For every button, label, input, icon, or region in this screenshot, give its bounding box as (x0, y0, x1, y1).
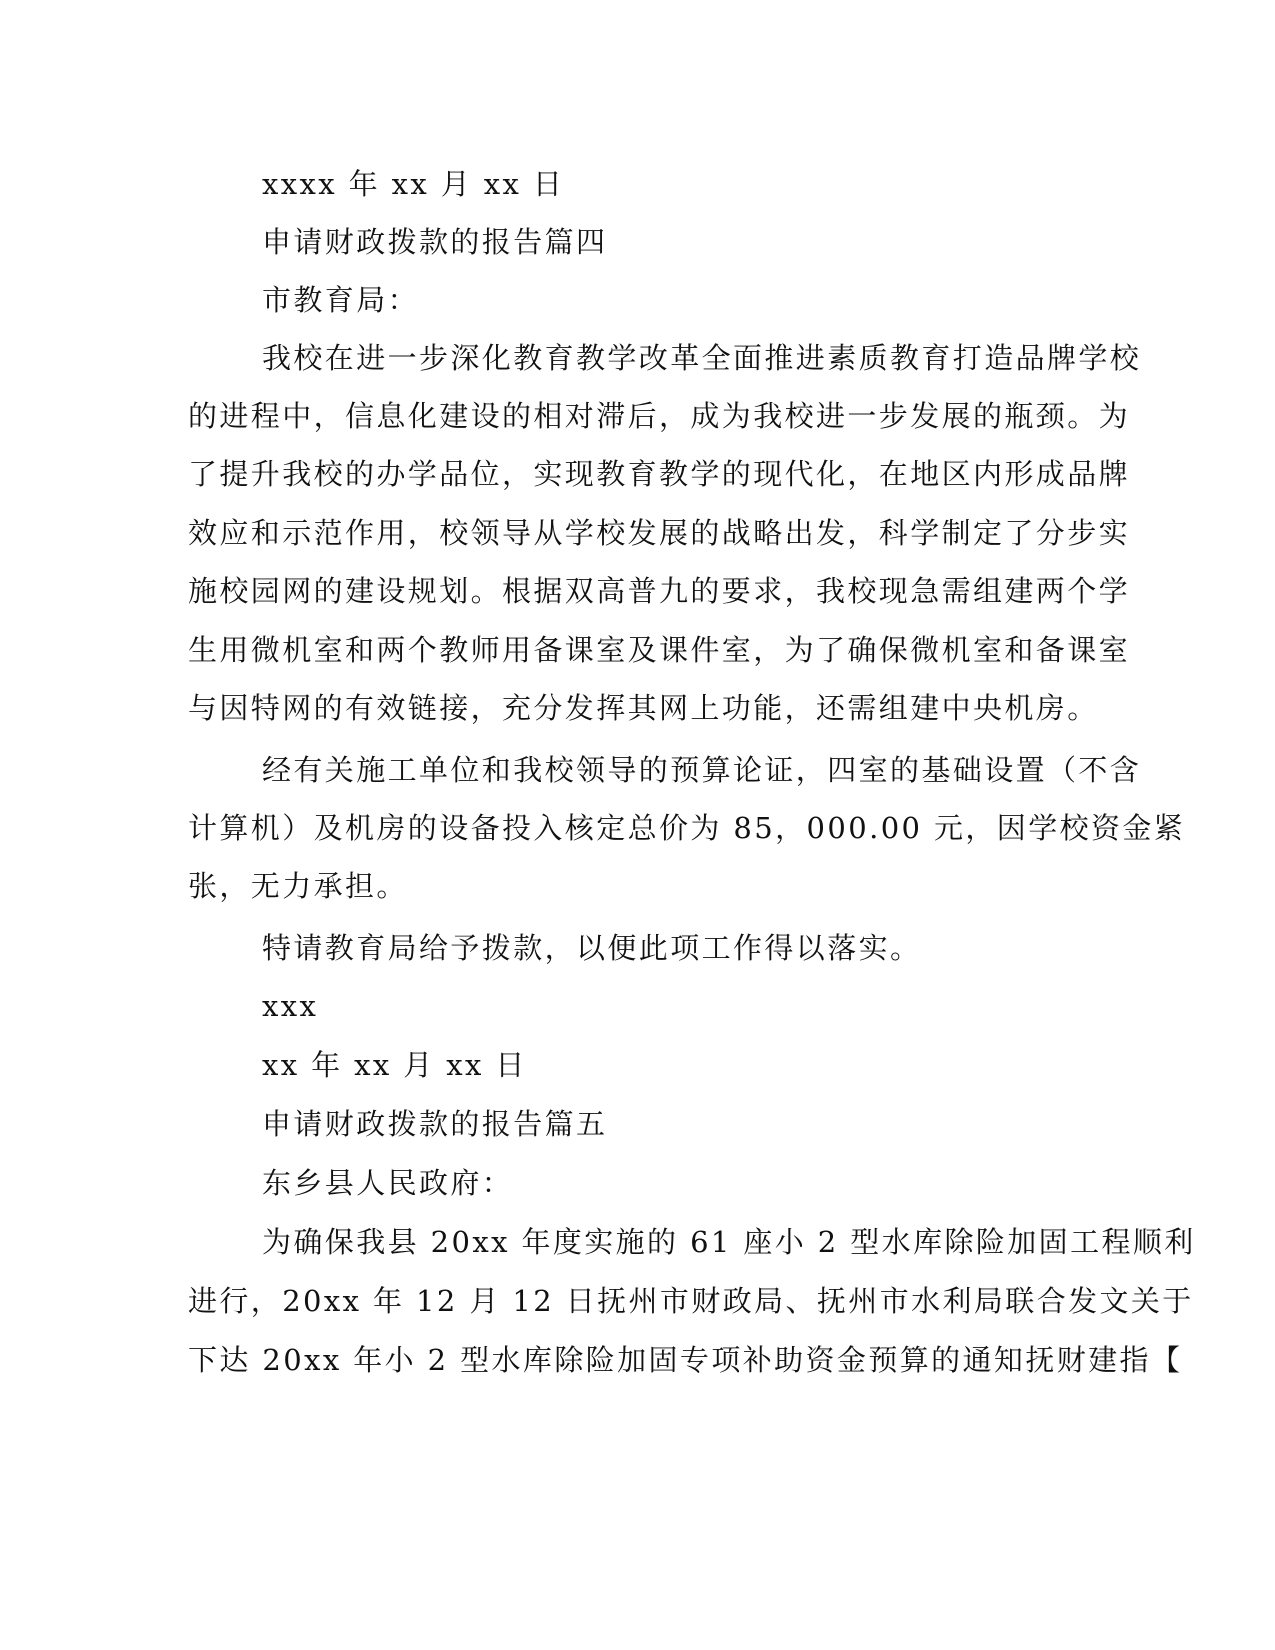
paragraph-line: 施校园网的建设规划。根据双高普九的要求，我校现急需组建两个学 (188, 574, 1131, 608)
paragraph-line: 了提升我校的办学品位，实现教育教学的现代化，在地区内形成品牌 (188, 457, 1131, 491)
paragraph-line: 计算机）及机房的设备投入核定总价为 85，000.00 元，因学校资金紧 (188, 811, 1186, 845)
date-line: xx 年 xx 月 xx 日 (262, 1048, 527, 1082)
section-title-four: 申请财政拨款的报告篇四 (262, 225, 608, 259)
paragraph-line: 生用微机室和两个教师用备课室及课件室，为了确保微机室和备课室 (188, 633, 1131, 667)
paragraph-line: 经有关施工单位和我校领导的预算论证，四室的基础设置（不含 (262, 753, 1142, 787)
paragraph-line: 特请教育局给予拨款，以便此项工作得以落实。 (262, 931, 922, 965)
paragraph-line: 张，无力承担。 (188, 869, 408, 903)
paragraph-line: 效应和示范作用，校领导从学校发展的战略出发，科学制定了分步实 (188, 516, 1131, 550)
signature: xxx (262, 989, 319, 1023)
paragraph-line: 下达 20xx 年小 2 型水库除险加固专项补助资金预算的通知抚财建指【 (188, 1343, 1183, 1377)
date-line: xxxx 年 xx 月 xx 日 (262, 167, 565, 201)
paragraph-line: 我校在进一步深化教育教学改革全面推进素质教育打造品牌学校 (262, 341, 1142, 375)
paragraph-line: 为确保我县 20xx 年度实施的 61 座小 2 型水库除险加固工程顺利 (262, 1225, 1196, 1259)
paragraph-line: 与因特网的有效链接，充分发挥其网上功能，还需组建中央机房。 (188, 691, 1099, 725)
paragraph-line: 进行，20xx 年 12 月 12 日抚州市财政局、抚州市水利局联合发文关于 (188, 1284, 1194, 1318)
paragraph-line: 的进程中，信息化建设的相对滞后，成为我校进一步发展的瓶颈。为 (188, 399, 1131, 433)
salutation: 市教育局： (262, 283, 420, 317)
salutation: 东乡县人民政府： (262, 1166, 514, 1200)
section-title-five: 申请财政拨款的报告篇五 (262, 1107, 608, 1141)
